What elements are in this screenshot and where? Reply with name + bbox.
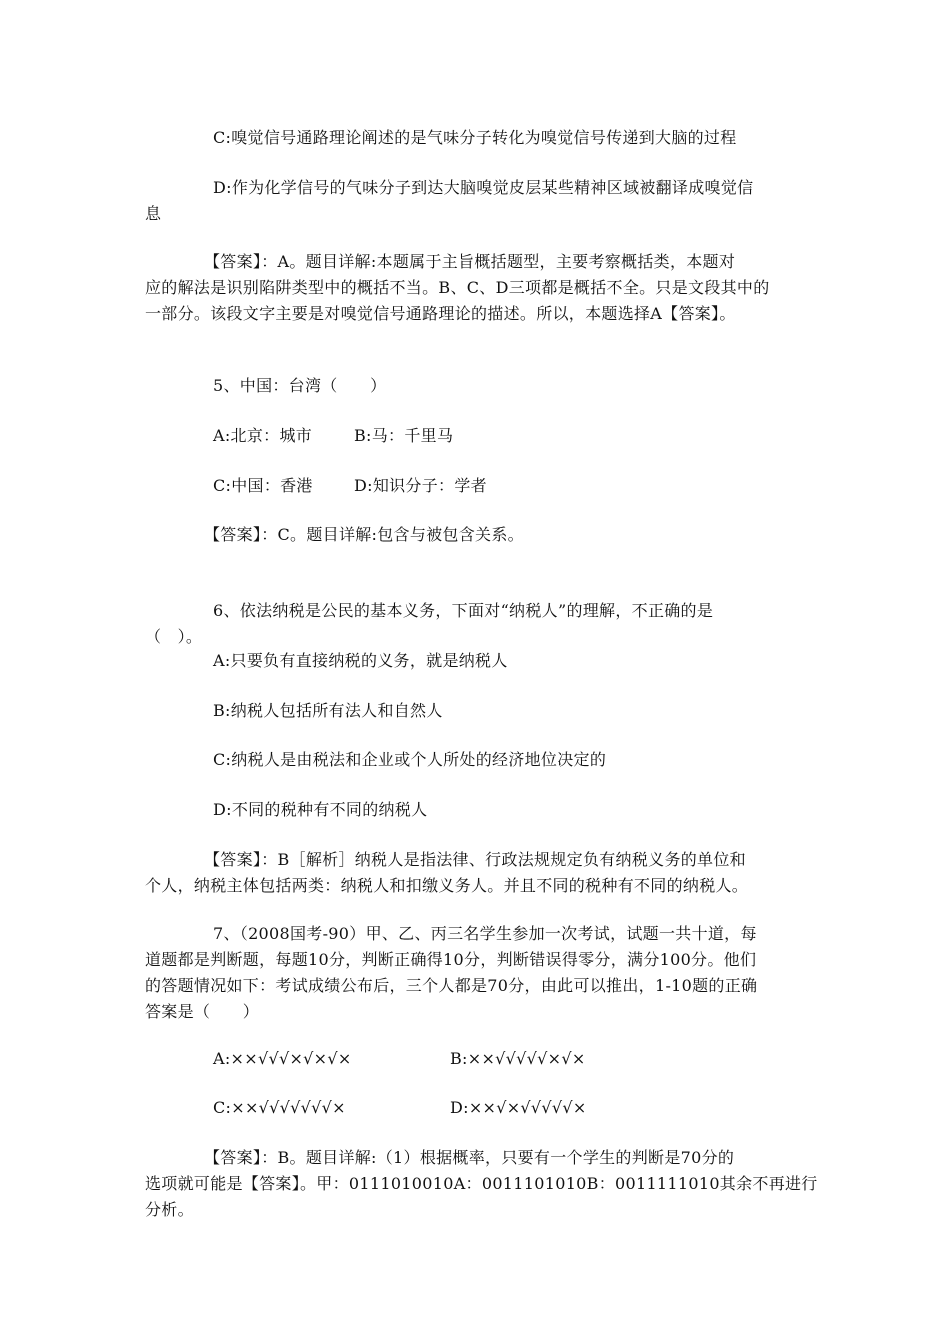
q6-option-a: A:只要负有直接纳税的义务，就是纳税人 (213, 651, 508, 670)
q6-option-d: D:不同的税种有不同的纳税人 (213, 800, 428, 819)
q7-option-a: A:××√√√×√×√× (213, 1049, 352, 1068)
q5-question: 5、中国：台湾（ ） (213, 376, 387, 395)
q4-option-c: C:嗅觉信号通路理论阐述的是气味分子转化为嗅觉信号传递到大脑的过程 (213, 128, 737, 147)
q5-option-b: B:马：千里马 (354, 426, 454, 445)
q6-option-b: B:纳税人包括所有法人和自然人 (213, 701, 443, 720)
q5-option-c: C:中国：香港 (213, 476, 313, 495)
q6-answer-line1: 【答案】：B［解析］纳税人是指法律、行政法规规定负有纳税义务的单位和 (204, 850, 746, 869)
q7-question-line3: 的答题情况如下：考试成绩公布后，三个人都是70分，由此可以推出，1-10题的正确 (145, 976, 758, 995)
q7-question-line4: 答案是（ ） (145, 1002, 260, 1021)
q5-option-d: D:知识分子：学者 (354, 476, 487, 495)
q7-question-line1: 7、（2008国考-90）甲、乙、丙三名学生参加一次考试，试题一共十道，每 (213, 924, 757, 943)
q6-option-c: C:纳税人是由税法和企业或个人所处的经济地位决定的 (213, 750, 607, 769)
q7-option-b: B:××√√√√√×√× (450, 1049, 586, 1068)
q5-option-a: A:北京：城市 (213, 426, 313, 445)
q6-answer-line2: 个人，纳税主体包括两类：纳税人和扣缴义务人。并且不同的税种有不同的纳税人。 (145, 876, 749, 895)
q7-answer-line3: 分析。 (145, 1200, 194, 1219)
q6-question-line2: （ ）。 (145, 627, 203, 646)
q4-option-d-line2: 息 (145, 204, 162, 223)
q6-question-line1: 6、依法纳税是公民的基本义务，下面对“纳税人”的理解，不正确的是 (213, 601, 714, 620)
q4-answer-line3: 一部分。该段文字主要是对嗅觉信号通路理论的描述。所以，本题选择A【答案】。 (145, 304, 736, 323)
q7-question-line2: 道题都是判断题，每题10分，判断正确得10分，判断错误得零分，满分100分。他们 (145, 950, 757, 969)
q5-answer: 【答案】：C。题目详解:包含与被包含关系。 (204, 525, 524, 544)
q7-option-c: C:××√√√√√√√× (213, 1098, 346, 1117)
q7-option-d: D:××√×√√√√√× (450, 1098, 587, 1117)
q4-answer-line2: 应的解法是识别陷阱类型中的概括不当。B、C、D三项都是概括不全。只是文段其中的 (145, 278, 770, 297)
q4-answer-line1: 【答案】：A。题目详解:本题属于主旨概括题型，主要考察概括类，本题对 (204, 252, 736, 271)
q7-answer-line2: 选项就可能是【答案】。甲：0111010010A：0011101010B：0011111010其余不再进行 (145, 1174, 818, 1193)
q4-option-d-line1: D:作为化学信号的气味分子到达大脑嗅觉皮层某些精神区域被翻译成嗅觉信 (213, 178, 754, 197)
q7-answer-line1: 【答案】：B。题目详解:（1）根据概率，只要有一个学生的判断是70分的 (204, 1148, 735, 1167)
